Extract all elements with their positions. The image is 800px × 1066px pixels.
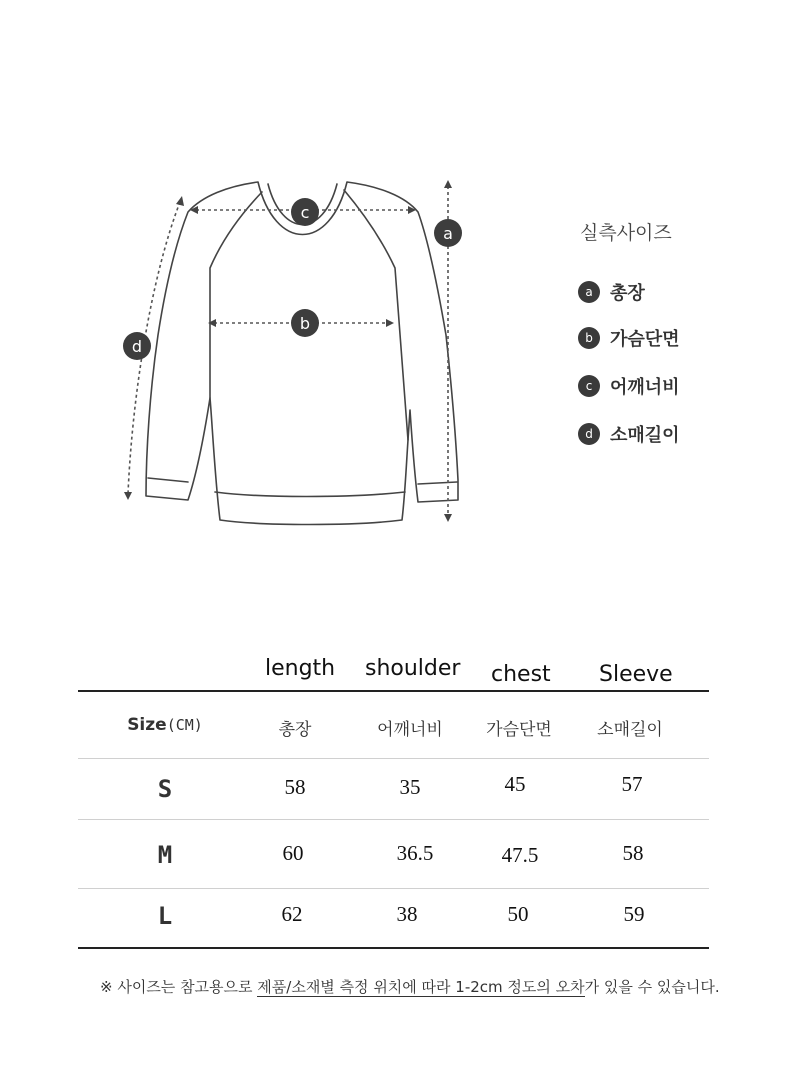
legend-marker: d: [578, 423, 600, 445]
divider: [78, 758, 709, 759]
header-chest: chest: [491, 662, 551, 687]
note-suffix: 가 있을 수 있습니다.: [584, 978, 720, 996]
table-row: [0, 902, 800, 936]
note-prefix: ※ 사이즈는 참고용으로: [100, 978, 258, 996]
marker-b: [291, 309, 319, 337]
value-length: 60: [282, 841, 304, 865]
table-row: [0, 841, 800, 875]
table-bottom-rule: [78, 947, 709, 949]
header-length-ko: 총장: [278, 720, 312, 740]
value-chest: 47.5: [501, 843, 539, 867]
raglan-seam-right: [344, 190, 408, 440]
cuff-right: [418, 482, 457, 484]
value-length: 62: [281, 902, 303, 926]
value-sleeve: 57: [621, 772, 643, 796]
svg-text:c: c: [300, 203, 310, 222]
header-shoulder-ko: 어깨너비: [377, 720, 443, 740]
legend-item-chest: [578, 325, 680, 351]
size-label: M: [157, 841, 173, 869]
svg-text:d: d: [131, 337, 143, 356]
size-label: S: [157, 775, 173, 803]
raglan-seam-left: [210, 192, 262, 398]
note-underlined: 제품/소재별 측정 위치에 따라 1-2cm 정도의 오차: [257, 978, 585, 996]
marker-a: [434, 219, 462, 247]
size-label: L: [157, 902, 173, 930]
legend-title: 실측사이즈: [580, 222, 672, 244]
marker-c: [291, 198, 319, 226]
value-shoulder: 35: [399, 775, 421, 799]
legend-label: 총장: [610, 283, 645, 304]
hem-band: [215, 492, 405, 497]
legend-item-sleeve: [578, 421, 680, 447]
value-shoulder: 38: [396, 902, 418, 926]
value-shoulder: 36.5: [396, 841, 434, 865]
cuff-left: [148, 478, 188, 482]
header-length: length: [265, 656, 336, 681]
size-header: Size(CM): [127, 715, 203, 735]
legend-label: 가슴단면: [610, 329, 680, 350]
english-header-row: [0, 656, 800, 692]
value-sleeve: 58: [622, 841, 644, 865]
size-disclaimer-note: [100, 976, 720, 997]
value-length: 58: [284, 775, 306, 799]
header-shoulder: shoulder: [365, 656, 461, 681]
legend-marker: a: [578, 281, 600, 303]
korean-header-row: [0, 715, 800, 745]
header-sleeve: Sleeve: [599, 662, 673, 687]
svg-text:b: b: [299, 314, 311, 333]
table-row: [0, 772, 800, 809]
legend-item-length: [578, 279, 645, 305]
legend-marker: c: [578, 375, 600, 397]
legend-label: 소매길이: [610, 425, 680, 446]
value-chest: 45: [504, 772, 526, 796]
header-sleeve-ko: 소매길이: [597, 720, 663, 740]
svg-text:a: a: [443, 224, 453, 243]
value-chest: 50: [507, 902, 529, 926]
divider: [78, 819, 709, 820]
marker-d: [123, 332, 151, 360]
legend-item-shoulder: [578, 373, 680, 399]
sweater-outline: [146, 182, 458, 525]
header-chest-ko: 가슴단면: [486, 720, 552, 740]
legend-label: 어깨너비: [610, 377, 680, 398]
legend-marker: b: [578, 327, 600, 349]
table-top-rule: [78, 690, 709, 692]
value-sleeve: 59: [623, 902, 645, 926]
divider: [78, 888, 709, 889]
